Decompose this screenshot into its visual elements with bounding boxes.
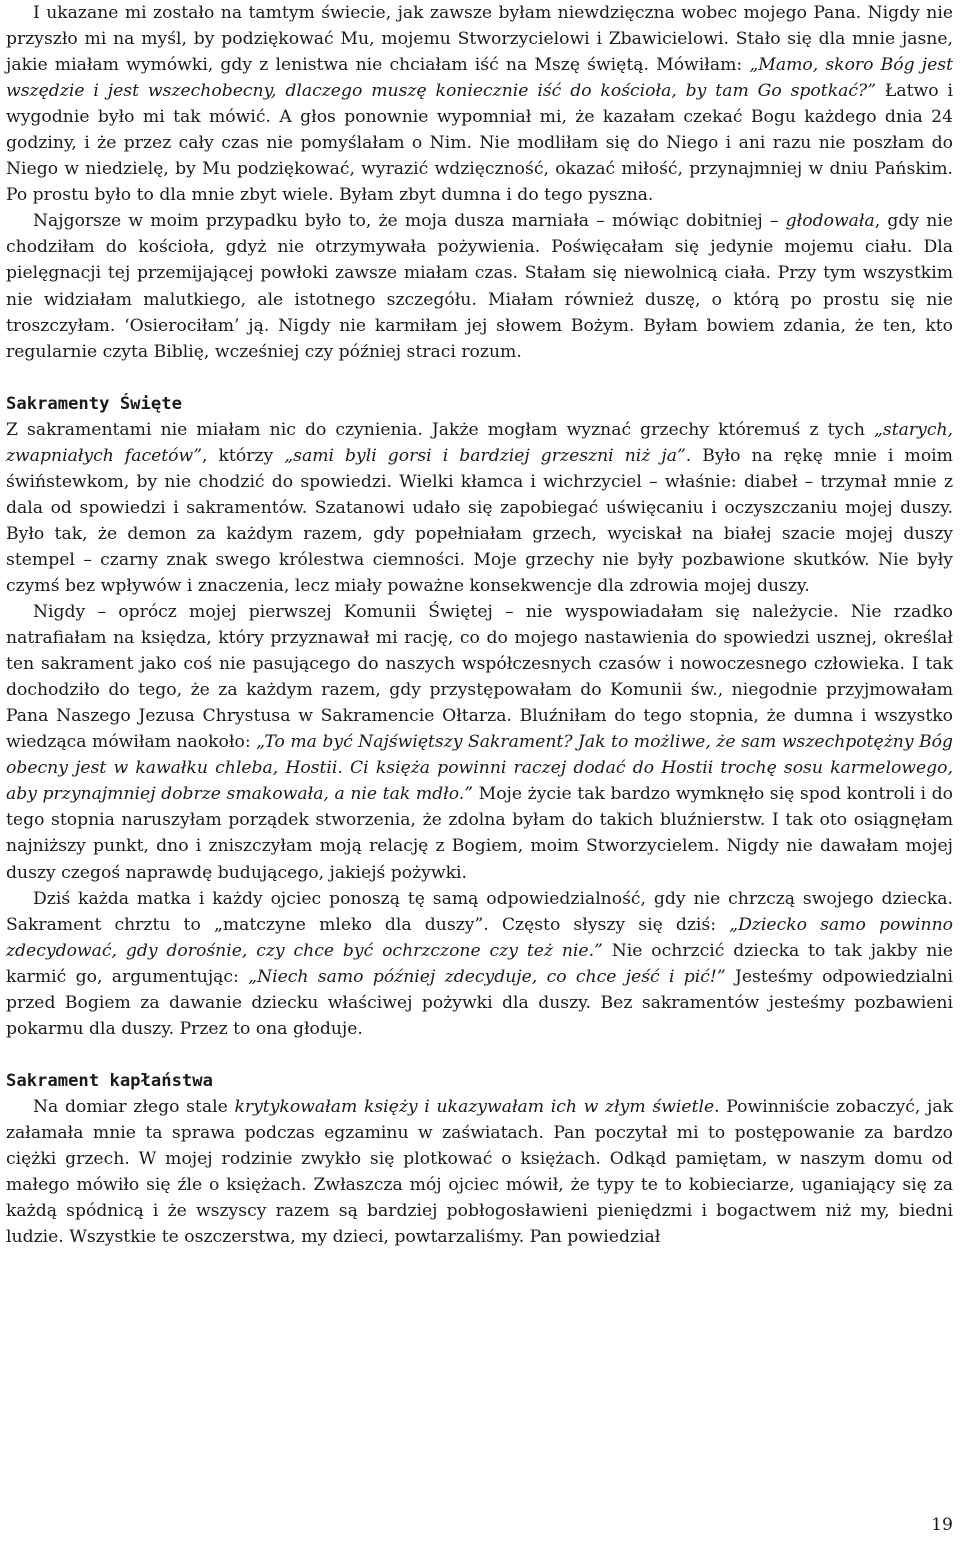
text-run: Najgorsze w moim przypadku było to, że moja dusza marniała – mówiąc dobitniej –: [33, 211, 786, 232]
text-run: Dziś każda matka i każdy ojciec ponoszą tę samą odpowiedzialność, gdy nie chrzczą swojego dziecka. Sakrament chrztu to „matczyne mleko dla duszy”. Często słyszy się dziś:: [6, 888, 953, 935]
paragraph: [6, 886, 953, 1042]
text-run: , którzy: [202, 445, 285, 466]
text-run: Łatwo i wygodnie było mi tak mówić. A głos ponownie wypomniał mi, że kazałam czekać Bogu każdego dnia 24 godziny, i że przez cały czas nie pomyślałam o Nim. Nie modliłam się do Niego i ani razu nie poszłam do Niego w niedzielę, by Mu podziękować, wyrazić wdzięczność, okazać miłość, przynajmniej w dniu Pańskim. Po prostu było to dla mnie zbyt wiele. Byłam zbyt dumna i do tego pyszna.: [6, 81, 953, 206]
text-run: Z sakramentami nie miałam nic do czynienia. Jakże mogłam wyznać grzechy któremuś z tych: [6, 419, 875, 440]
quote-text: „Niech samo później zdecyduje, co chce jeść i pić!”: [248, 966, 726, 987]
section-heading: Sakramenty Święte: [6, 393, 182, 414]
emphasis-text: głodowała: [785, 211, 875, 232]
text-run: I ukazane mi zostało na tamtym świecie, jak zawsze byłam niewdzięczna wobec mojego Pana. Nigdy nie przyszło mi na myśl, by podziękować Mu, mojemu Stworzycielowi i Zbawicielowi. Stało się dla mnie jasne, jakie miałam wymówki, gdy z lenistwa nie chciałam iść na Mszę świętą. Mówiłam:: [6, 3, 953, 76]
section-gap: [6, 365, 953, 391]
quote-text: „sami byli gorsi i bardziej grzeszni niż ja”: [284, 445, 686, 466]
text-run: . Było na rękę mnie i moim świństewkom, by nie chodzić do spowiedzi. Wielki kłamca i wichrzyciel – właśnie: diabeł – trzymał mnie z dala od spowiedzi i sakramentów. Szatanowi udało się zapobiegać uświęcaniu i oczyszczaniu mojej duszy. Było tak, że demon za każdym razem, gdy popełniałam grzech, wyciskał na białej szacie mojej duszy stempel – czarny znak swego królestwa ciemności. Moje grzechy nie były pozbawione skutków. Nie były czymś bez wpływów i znaczenia, lecz miały poważne konsekwencje dla zdrowia mojej duszy.: [6, 445, 953, 596]
paragraph: [6, 417, 953, 599]
text-run: , gdy nie chodziłam do kościoła, gdyż nie otrzymywała pożywienia. Poświęcałam się jedynie mojemu ciału. Dla pielęgnacji tej przemijającej powłoki zawsze miałam czas. Stałam się niewolnicą ciała. Przy tym wszystkim nie widziałam malutkiego, ale istotnego szczegółu. Miałam również duszę, o którą po prostu się nie troszczyłam. ‘Osierociłam’ ją. Nigdy nie karmiłam jej słowem Bożym. Byłam bowiem zdania, że ten, kto regularnie czyta Biblię, wcześniej czy później straci rozum.: [6, 211, 953, 362]
section-heading: Sakrament kapłaństwa: [6, 1070, 213, 1091]
text-run: . Powinniście zobaczyć, jak załamała mnie ta sprawa podczas egzaminu w zaświatach. Pan poczytał mi to postępowanie za bardzo ciężki grzech. W mojej rodzinie zwykło się plotkować o księżach. Odkąd pamiętam, w naszym domu od małego mówiło się źle o księżach. Zwłaszcza mój ojciec mówił, że typy te to kobieciarze, uganiający się za każdą spódnicą i że wszyscy razem są bardziej pobłogosławieni pieniędzmi i bogactwem niż my, biedni ludzie. Wszystkie te oszczerstwa, my dzieci, powtarzaliśmy. Pan powiedział: [6, 1096, 953, 1248]
emphasis-text: krytykowałam księży i ukazywałam ich w złym świetle: [234, 1096, 715, 1117]
paragraph: [6, 0, 953, 208]
section-gap: [6, 1042, 953, 1068]
page-number: 19: [931, 1515, 953, 1535]
quote-text: „starych, zwapniałych facetów”: [6, 419, 953, 466]
text-run: Nigdy – oprócz mojej pierwszej Komunii Świętej – nie wyspowiadałam się należycie. Nie rzadko natrafiałam na księdza, który przyznawał mi rację, co do mojego nastawienia do spowiedzi usznej, określał ten sakrament jako coś nie pasującego do naszych współczesnych czasów i nowoczesnego człowieka. I tak dochodziło do tego, że za każdym razem, gdy przystępowałam do Komunii św., niegodnie przyjmowałam Pana Naszego Jezusa Chrystusa w Sakramencie Ołtarza. Bluźniłam do tego stopnia, że dumna i wszystko wiedząca mówiłam naokoło:: [6, 602, 953, 753]
text-run: Nie ochrzcić dziecka to tak jakby nie karmić go, argumentując:: [6, 940, 954, 987]
quote-text: „To ma być Najświętszy Sakrament? Jak to możliwe, że sam wszechpotężny Bóg obecny jest w kawałku chleba, Hostii. Ci księża powinni raczej dodać do Hostii trochę sosu karmelowego, aby przynajmniej dobrze smakowała, a nie tak mdło.”: [6, 732, 953, 805]
quote-text: „Dziecko samo powinno zdecydować, gdy dorośnie, czy chce być ochrzczone czy też nie.”: [6, 914, 953, 961]
text-run: Na domiar złego stale: [33, 1096, 235, 1117]
paragraph: [6, 599, 953, 886]
paragraph: [6, 1094, 953, 1250]
text-run: Jesteśmy odpowiedzialni przed Bogiem za dawanie dziecku właściwej pożywki dla duszy. Bez sakramentów jesteśmy pozbawieni pokarmu dla duszy. Przez to ona głoduje.: [6, 966, 954, 1039]
text-run: Moje życie tak bardzo wymknęło się spod kontroli i do tego stopnia naruszyłam porządek stworzenia, że zdolna byłam do takich bluźnierstw. I tak oto osiągnęłam najniższy punkt, dno i zniszczyłam moją relację z Bogiem, moim Stworzycielem. Nigdy nie dawałam mojej duszy czegoś naprawdę budującego, jakiejś pożywki.: [6, 784, 953, 883]
quote-text: „Mamo, skoro Bóg jest wszędzie i jest wszechobecny, dlaczego muszę koniecznie iść do kościoła, by tam Go spotkać?”: [6, 55, 953, 102]
paragraph: [6, 208, 953, 364]
